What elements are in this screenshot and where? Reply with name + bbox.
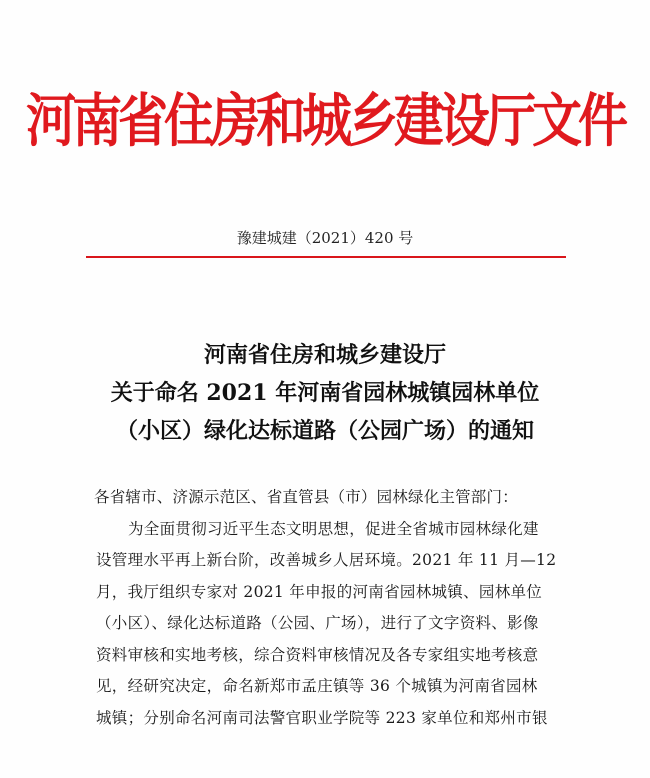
document-header-title: 河南省住房和城乡建设厅文件 (26, 87, 624, 155)
document-body (96, 482, 566, 734)
notice-title-line-2: 关于命名 2021 年河南省园林城镇园林单位 (110, 380, 540, 406)
notice-title (0, 336, 650, 450)
document-number: 豫建城建（2021）420 号 (236, 229, 414, 247)
paragraph-line: 见，经研究决定，命名新郑市孟庄镇等 36 个城镇为河南省园林 (96, 677, 538, 695)
salutation: 各省辖市、济源示范区、省直管县（市）园林绿化主管部门： (94, 488, 518, 506)
header-red-divider (86, 256, 566, 258)
paragraph-line: 设管理水平再上新台阶，改善城乡人居环境。2021 年 11 月—12 (96, 551, 557, 569)
notice-title-line-1: 河南省住房和城乡建设厅 (203, 342, 446, 368)
paragraph-line: 资料审核和实地考核，综合资料审核情况及各专家组实地考核意 (96, 645, 539, 664)
paragraph-line: 为全面贯彻习近平生态文明思想，促进全省城市园林绿化建 (128, 519, 539, 538)
notice-title-line-3: （小区）绿化达标道路（公园广场）的通知 (115, 418, 534, 444)
paragraph-line: 城镇；分别命名河南司法警官职业学院等 223 家单位和郑州市银 (96, 708, 548, 727)
paragraph-line: 月，我厅组织专家对 2021 年申报的河南省园林城镇、园林单位 (96, 582, 543, 601)
paragraph-line: （小区）、绿化达标道路（公园、广场），进行了文字资料、影像 (96, 614, 539, 632)
